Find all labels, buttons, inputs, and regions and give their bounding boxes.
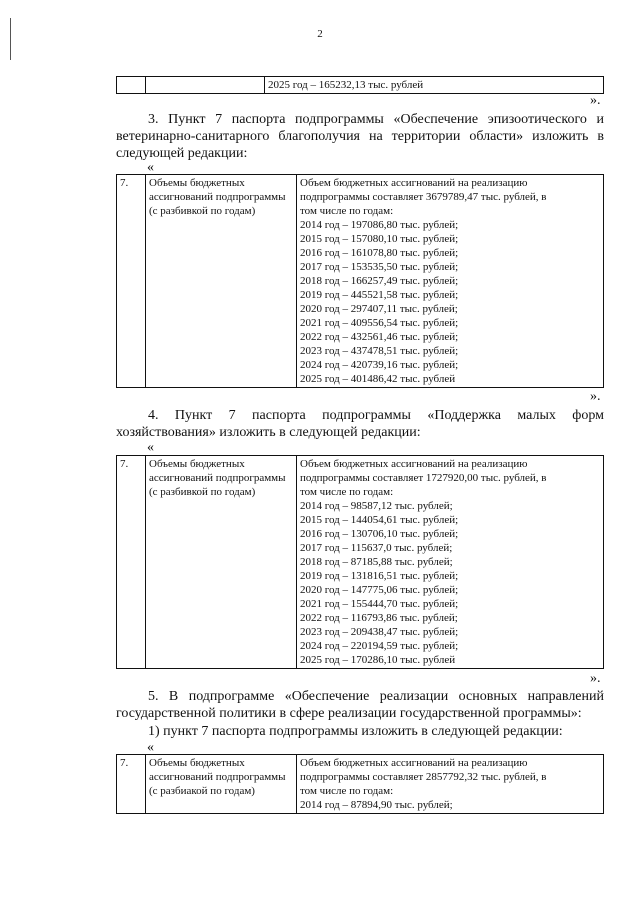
value-line: том числе по годам:: [300, 486, 394, 498]
value-line: 2020 год – 147775,06 тыс. рублей;: [300, 584, 459, 596]
top-continuation-table: [116, 76, 604, 94]
value-line: 2019 год – 445521,58 тыс. рублей;: [300, 289, 459, 301]
table-row: [117, 77, 604, 94]
close-quote: ».: [590, 93, 601, 108]
value-line: 2015 год – 144054,61 тыс. рублей;: [300, 514, 459, 526]
table-row: [117, 755, 604, 814]
value-line: 2024 год – 420739,16 тыс. рублей;: [300, 359, 459, 371]
row-number: 7.: [117, 175, 146, 388]
value-line: 2023 год – 437478,51 тыс. рублей;: [300, 345, 459, 357]
row-number: 7.: [117, 456, 146, 669]
value-line: подпрограммы составляет 1727920,00 тыс. рублей, в: [300, 472, 547, 484]
close-quote: ».: [590, 671, 601, 686]
row-label: Объемы бюджетных ассигнований подпрограммы (с разбиакой по годам): [146, 755, 297, 814]
value-line: 2014 год – 197086,80 тыс. рублей;: [300, 219, 459, 231]
value-line: 2023 год – 209438,47 тыс. рублей;: [300, 626, 459, 638]
open-quote: «: [147, 740, 154, 755]
section3-table: [116, 174, 604, 388]
open-quote: «: [147, 160, 154, 175]
close-quote: ».: [590, 389, 601, 404]
value-line: Объем бюджетных ассигнований на реализацию: [300, 757, 528, 769]
value-line: 2014 год – 98587,12 тыс. рублей;: [300, 500, 453, 512]
open-quote: «: [147, 440, 154, 455]
value-line: 2015 год – 157080,10 тыс. рублей;: [300, 233, 459, 245]
value-line: подпрограммы составляет 2857792,32 тыс. рублей, в: [300, 771, 547, 783]
value-line: 2017 год – 115637,0 тыс. рублей;: [300, 542, 453, 554]
section3-paragraph: 3. Пункт 7 паспорта подпрограммы «Обеспечение эпизоотического и ветеринарно-санитарного благополучия на территории области» изложить в следующей редакции:: [116, 112, 604, 161]
section4-table: [116, 455, 604, 669]
value-line: том числе по годам:: [300, 205, 394, 217]
value-line: Объем бюджетных ассигнований на реализацию: [300, 177, 528, 189]
table-cell: 2025 год – 165232,13 тыс. рублей: [265, 77, 604, 94]
row-values: [297, 175, 604, 388]
row-values: [297, 755, 604, 814]
value-line: 2024 год – 220194,59 тыс. рублей;: [300, 640, 459, 652]
value-line: 2018 год – 166257,49 тыс. рублей;: [300, 275, 459, 287]
value-line: 2022 год – 432561,46 тыс. рублей;: [300, 331, 459, 343]
section5-subitem: 1) пункт 7 паспорта подпрограммы изложить в следующей редакции:: [148, 724, 563, 739]
value-line: 2020 год – 297407,11 тыс. рублей;: [300, 303, 458, 315]
value-line: 2018 год – 87185,88 тыс. рублей;: [300, 556, 453, 568]
value-line: 2017 год – 153535,50 тыс. рублей;: [300, 261, 459, 273]
value-line: 2022 год – 116793,86 тыс. рублей;: [300, 612, 458, 624]
value-line: Объем бюджетных ассигнований на реализацию: [300, 458, 528, 470]
value-line: том числе по годам:: [300, 785, 394, 797]
value-line: 2014 год – 87894,90 тыс. рублей;: [300, 799, 453, 811]
value-line: подпрограммы составляет 3679789,47 тыс. рублей, в: [300, 191, 547, 203]
value-line: 2016 год – 161078,80 тыс. рублей;: [300, 247, 459, 259]
value-line: 2025 год – 170286,10 тыс. рублей: [300, 654, 456, 666]
value-line: 2025 год – 401486,42 тыс. рублей: [300, 373, 456, 385]
page-number: 2: [317, 28, 323, 40]
table-row: [117, 175, 604, 388]
section4-paragraph: 4. Пункт 7 паспорта подпрограммы «Поддержка малых форм хозяйствования» изложить в следующей редакции:: [116, 408, 604, 440]
row-label: Объемы бюджетных ассигнований подпрограммы (с разбивкой по годам): [146, 175, 297, 388]
row-label: Объемы бюджетных ассигнований подпрограммы (с разбивкой по годам): [146, 456, 297, 669]
table-row: [117, 456, 604, 669]
row-number: 7.: [117, 755, 146, 814]
value-line: 2019 год – 131816,51 тыс. рублей;: [300, 570, 459, 582]
value-line: 2021 год – 409556,54 тыс. рублей;: [300, 317, 459, 329]
value-line: 2021 год – 155444,70 тыс. рублей;: [300, 598, 459, 610]
row-values: [297, 456, 604, 669]
value-line: 2016 год – 130706,10 тыс. рублей;: [300, 528, 459, 540]
section5-paragraph: 5. В подпрограмме «Обеспечение реализации основных направлений государственной политики в сфере реализации государственной программы»:: [116, 689, 604, 721]
section5-table: [116, 754, 604, 814]
